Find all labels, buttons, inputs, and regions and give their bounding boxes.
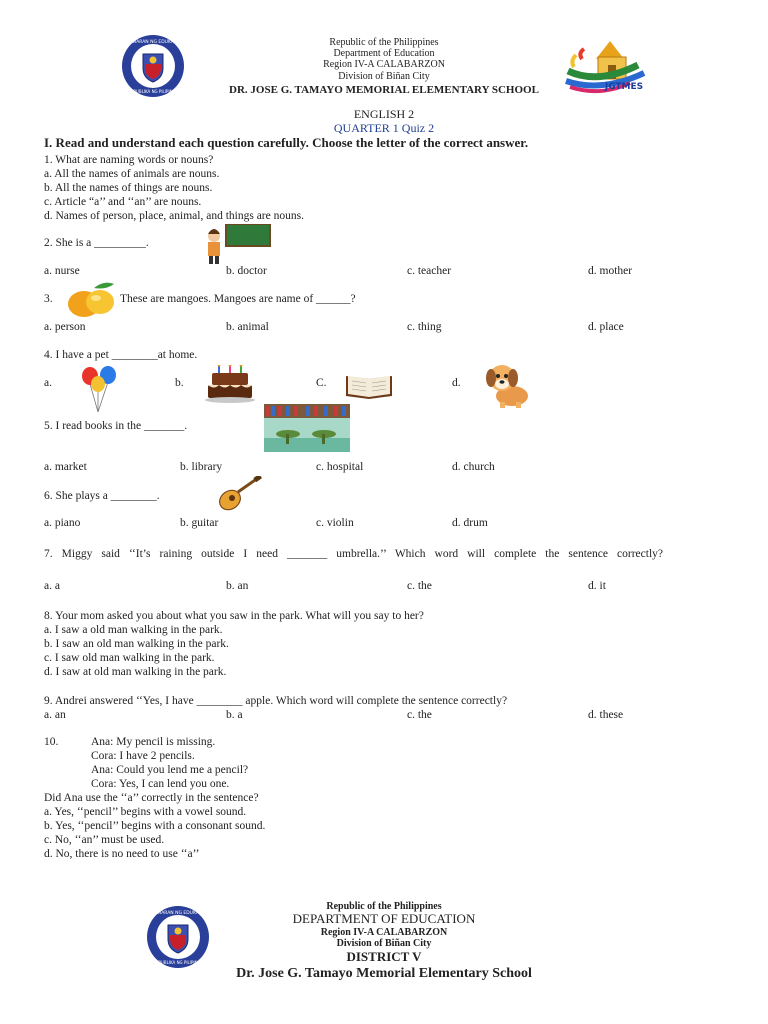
- q9-option-d[interactable]: d. these: [588, 709, 624, 721]
- q3-option-d[interactable]: d. place: [588, 321, 624, 333]
- q4-option-d[interactable]: d.: [452, 377, 461, 389]
- library-image: [264, 404, 350, 452]
- q8-option-a[interactable]: a. I saw a old man walking in the park.: [44, 624, 223, 636]
- cake-image: [204, 365, 256, 403]
- seal-text-bottom: REPUBLIKA NG PILIPINAS: [128, 89, 178, 94]
- teacher-image: [202, 224, 272, 264]
- footer-seal-text-bottom: REPUBLIKA NG PILIPINAS: [153, 960, 203, 965]
- q1-option-c[interactable]: c. Article “a’’ and ‘‘an’’ are nouns.: [44, 196, 202, 208]
- q5-option-b[interactable]: b. library: [180, 461, 223, 473]
- quarter-title: QUARTER 1 Quiz 2: [333, 121, 435, 135]
- header-school-name: DR. JOSE G. TAMAYO MEMORIAL ELEMENTARY SCHOOL: [229, 84, 539, 96]
- q8-stem: 8. Your mom asked you about what you saw in the park. What will you say to her?: [44, 610, 424, 622]
- header-department: Department of Education: [333, 48, 435, 59]
- q10-option-b[interactable]: b. Yes, ‘‘pencil’’ begins with a consonant sound.: [44, 820, 266, 832]
- q10-option-d[interactable]: d. No, there is no need to use ‘‘a’’: [44, 848, 200, 860]
- q5-option-d[interactable]: d. church: [452, 461, 495, 473]
- footer-school-name: Dr. Jose G. Tamayo Memorial Elementary School: [236, 966, 532, 981]
- footer-region: Region IV-A CALABARZON: [320, 927, 448, 938]
- q9-option-b[interactable]: b. a: [226, 709, 243, 721]
- q5-option-a[interactable]: a. market: [44, 461, 87, 473]
- book-image: [344, 372, 394, 400]
- q8-option-c[interactable]: c. I saw old man walking in the park.: [44, 652, 215, 664]
- q9-option-a[interactable]: a. an: [44, 709, 66, 721]
- q2-option-c[interactable]: c. teacher: [407, 265, 452, 277]
- mango-image: [64, 280, 120, 320]
- q1-stem: 1. What are naming words or nouns?: [44, 154, 214, 166]
- subject-title: ENGLISH 2: [353, 107, 415, 121]
- q10-option-c[interactable]: c. No, ‘‘an’’ must be used.: [44, 834, 165, 846]
- q3-stem: These are mangoes. Mangoes are name of ______?: [120, 293, 356, 305]
- header-region: Region IV-A CALABARZON: [323, 59, 445, 70]
- seal-text-top: KAGAWARAN NG EDUKASYON: [121, 40, 185, 45]
- q6-option-b[interactable]: b. guitar: [180, 517, 219, 529]
- q10-dialogue-line-1: Ana: My pencil is missing.: [91, 736, 216, 748]
- q6-option-d[interactable]: d. drum: [452, 517, 488, 529]
- q4-option-c[interactable]: C.: [316, 377, 327, 389]
- q5-stem: 5. I read books in the _______.: [44, 420, 188, 432]
- q5-option-c[interactable]: c. hospital: [316, 461, 364, 473]
- q1-option-d[interactable]: d. Names of person, place, animal, and things are nouns.: [44, 210, 304, 222]
- q6-option-a[interactable]: a. piano: [44, 517, 81, 529]
- logo-text: JGTMES: [604, 82, 644, 92]
- q10-option-a[interactable]: a. Yes, ‘‘pencil’’ begins with a vowel sound.: [44, 806, 247, 818]
- q7-option-a[interactable]: a. a: [44, 580, 60, 592]
- q10-dialogue-line-4: Cora: Yes, I can lend you one.: [91, 778, 230, 790]
- q1-option-a[interactable]: a. All the names of animals are nouns.: [44, 168, 220, 180]
- q2-stem: 2. She is a _________.: [44, 237, 149, 249]
- q3-number: 3.: [44, 293, 53, 305]
- q7-option-c[interactable]: c. the: [407, 580, 432, 592]
- q6-stem: 6. She plays a ________.: [44, 490, 160, 502]
- q7-option-b[interactable]: b. an: [226, 580, 249, 592]
- q4-stem: 4. I have a pet ________at home.: [44, 349, 198, 361]
- q4-option-a[interactable]: a.: [44, 377, 52, 389]
- q2-option-d[interactable]: d. mother: [588, 265, 633, 277]
- header-republic: Republic of the Philippines: [329, 37, 439, 48]
- footer-division: Division of Biñan City: [336, 938, 432, 949]
- q9-option-c[interactable]: c. the: [407, 709, 432, 721]
- q3-option-a[interactable]: a. person: [44, 321, 86, 333]
- q8-option-d[interactable]: d. I saw at old man walking in the park.: [44, 666, 227, 678]
- footer-department: DEPARTMENT OF EDUCATION: [292, 911, 476, 926]
- q2-option-b[interactable]: b. doctor: [226, 265, 267, 277]
- q7-stem: 7. Miggy said ‘‘It’s raining outside I need _______ umbrella.’’ Which word will complete the sentence correctly?: [44, 548, 663, 560]
- footer-republic: Republic of the Philippines: [326, 901, 442, 912]
- balloons-image: [78, 366, 120, 414]
- q6-option-c[interactable]: c. violin: [316, 517, 354, 529]
- q3-option-b[interactable]: b. animal: [226, 321, 269, 333]
- q9-stem: 9. Andrei answered ‘‘Yes, I have ________ apple. Which word will complete the sentence correctly?: [44, 695, 508, 707]
- footer-district: DISTRICT V: [346, 949, 422, 964]
- footer-seal-text-top: KAGAWARAN NG EDUKASYON: [146, 911, 210, 916]
- q2-option-a[interactable]: a. nurse: [44, 265, 80, 277]
- dog-image: [482, 362, 532, 408]
- q8-option-b[interactable]: b. I saw an old man walking in the park.: [44, 638, 229, 650]
- q10-dialogue-line-3: Ana: Could you lend me a pencil?: [91, 764, 249, 776]
- q7-option-d[interactable]: d. it: [588, 580, 606, 592]
- instructions: I. Read and understand each question carefully. Choose the letter of the correct answer.: [44, 135, 529, 150]
- header-division: Division of Biñan City: [338, 71, 430, 82]
- q1-option-b[interactable]: b. All the names of things are nouns.: [44, 182, 213, 194]
- q4-option-b[interactable]: b.: [175, 377, 184, 389]
- guitar-image: [216, 476, 262, 512]
- q3-option-c[interactable]: c. thing: [407, 321, 442, 333]
- q10-dialogue-line-2: Cora: I have 2 pencils.: [91, 750, 195, 762]
- q10-stem: Did Ana use the ‘‘a’’ correctly in the sentence?: [44, 792, 259, 804]
- q10-number: 10.: [44, 736, 59, 748]
